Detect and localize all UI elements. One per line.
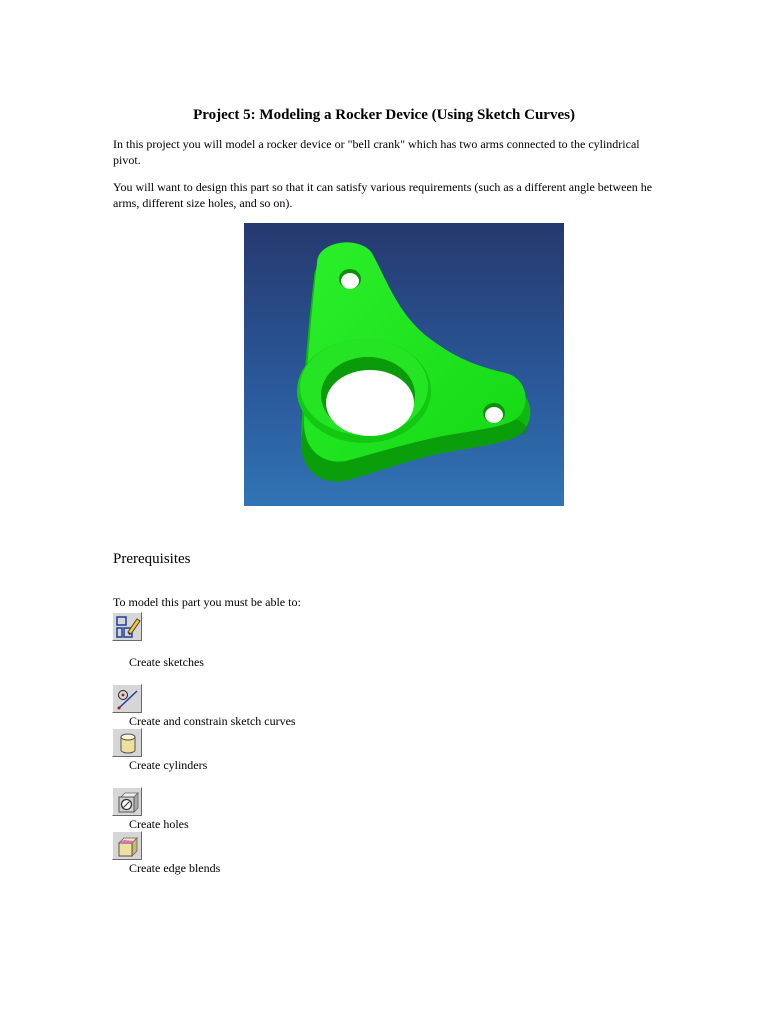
edge-blend-icon (112, 831, 142, 860)
requirements-paragraph: You will want to design this part so that it can satisfy various requirements (such as a different angle between he arms, different size holes, and so on). (113, 180, 653, 210)
lower-arm-hole-opening (485, 407, 503, 423)
prerequisite-create-edge-blends: Create edge blends (129, 861, 221, 875)
pivot-bore-opening (326, 370, 414, 436)
hole-icon (112, 787, 142, 816)
rocker-device-render (244, 223, 564, 506)
sketch-curve-icon (112, 684, 142, 713)
prerequisite-create-holes: Create holes (129, 817, 189, 831)
prerequisites-heading: Prerequisites (113, 551, 191, 567)
cylinder-icon (112, 728, 142, 757)
upper-arm-hole-opening (341, 273, 359, 289)
page-title: Project 5: Modeling a Rocker Device (Using Sketch Curves) (193, 107, 575, 123)
prerequisite-create-sketches: Create sketches (129, 655, 204, 669)
intro-paragraph: In this project you will model a rocker device or "bell crank" which has two arms connected to the cylindrical pivot. (113, 137, 640, 167)
prerequisite-create-cylinders: Create cylinders (129, 758, 208, 772)
sketcher-icon (112, 612, 142, 641)
rocker-device-figure (244, 223, 564, 506)
prerequisites-intro: To model this part you must be able to: (113, 595, 301, 609)
prerequisite-create-sketch-curves: Create and constrain sketch curves (129, 714, 296, 728)
